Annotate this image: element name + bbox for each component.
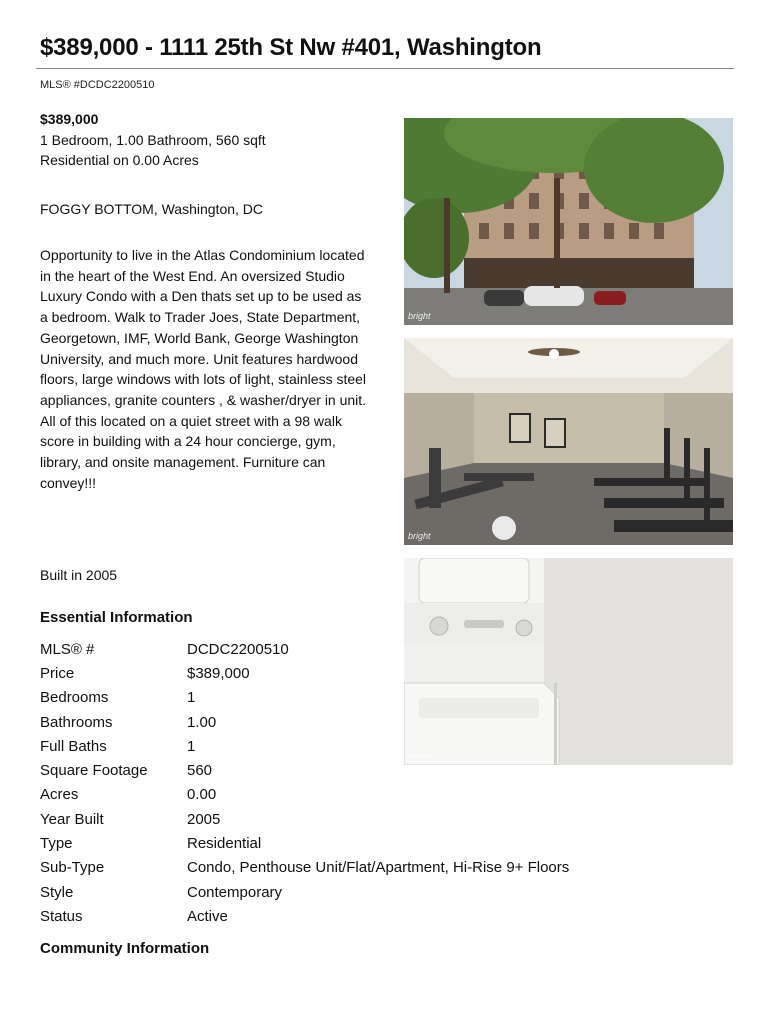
photo-watermark: bright [408,531,431,541]
info-value: $389,000 [187,664,250,682]
mls-number: MLS® #DCDC2200510 [40,79,155,91]
fitness-center-image [404,338,733,545]
listing-summary [40,109,370,171]
info-value: Condo, Penthouse Unit/Flat/Apartment, Hi-Rise 9+ Floors [187,859,570,877]
info-value: 560 [187,762,213,780]
photo-building-exterior[interactable] [404,118,733,325]
listing-description: Opportunity to live in the Atlas Condominium located in the heart of the West End. An oversized Studio Luxury Condo with a Den thats set up to be used as a bedroom. Walk to Trader Joes, State Department, Georgetown, IMF, World Bank, George Washington University, and much more. Unit features hardwood floors, large windows with lots of light, stainless steel appliances, granite counters , & washer/dryer in unit. All of this located on a quiet street with a 98 walk score in building with a 24 hour concierge, gym, library, and onsite management. Furniture can convey!!! [40,247,367,491]
info-label: Year Built [40,810,104,828]
built-year: Built in 2005 [40,567,118,583]
essential-info-heading: Essential Information [40,609,193,626]
info-label: Type [40,835,73,853]
info-value: 2005 [187,810,221,828]
photo-watermark: bright [408,751,431,761]
info-row [40,783,680,807]
info-value: 1 [187,689,196,707]
info-value: Contemporary [187,883,283,901]
info-row [40,856,680,880]
info-value: 0.00 [187,786,217,804]
info-label: MLS® # [40,640,95,658]
photo-washer-dryer[interactable] [404,558,733,765]
neighborhood-location: FOGGY BOTTOM, Washington, DC [40,201,264,217]
community-info-heading: Community Information [40,940,210,957]
info-value: Residential [187,835,262,853]
info-label: Sub-Type [40,859,105,877]
info-label: Price [40,664,75,682]
listing-title: $389,000 - 1111 25th St Nw #401, Washington [40,34,542,61]
info-label: Acres [40,786,79,804]
title-divider [36,68,734,69]
photo-watermark: bright [408,311,431,321]
photo-fitness-center[interactable] [404,338,733,545]
info-value: Active [187,907,228,925]
info-label: Square Footage [40,762,148,780]
info-value: DCDC2200510 [187,640,289,658]
info-row [40,904,680,928]
summary-land: Residential on 0.00 Acres [40,152,199,169]
summary-rooms: 1 Bedroom, 1.00 Bathroom, 560 sqft [40,131,266,148]
info-row [40,880,680,904]
summary-price: $389,000 [40,111,99,127]
info-label: Bathrooms [40,713,113,731]
info-value: 1 [187,737,196,755]
info-label: Status [40,907,83,925]
washer-dryer-image [404,558,733,765]
info-row [40,807,680,831]
info-label: Full Baths [40,737,107,755]
info-label: Style [40,883,74,901]
info-value: 1.00 [187,713,217,731]
building-exterior-image [404,118,733,325]
info-label: Bedrooms [40,689,109,707]
info-row [40,831,680,855]
